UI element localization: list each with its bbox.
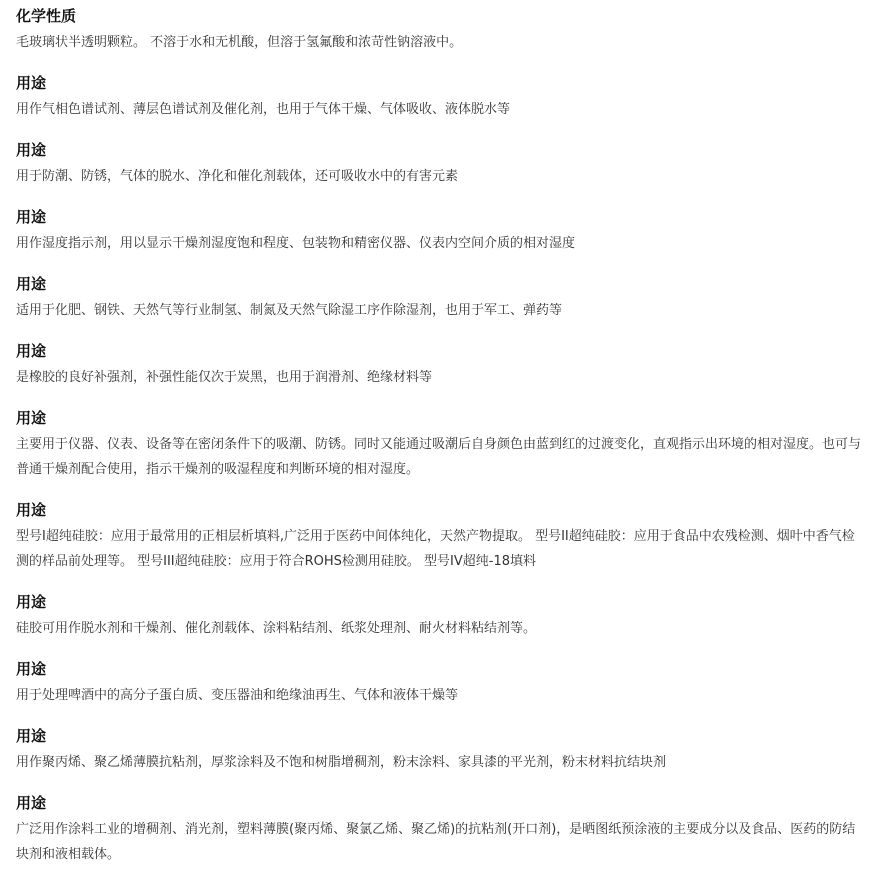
section-body: 用于防潮、防锈，气体的脱水、净化和催化剂载体，还可吸收水中的有害元素 [16, 169, 459, 184]
section-title: 用途 [16, 342, 47, 360]
section-body: 硅胶可用作脱水剂和干燥剂、催化剂载体、涂料粘结剂、纸浆处理剂、耐火材料粘结剂等。 [16, 621, 537, 636]
usage-section [16, 500, 864, 574]
section-title: 用途 [16, 660, 47, 678]
usage-section [16, 341, 864, 390]
section-title: 用途 [16, 501, 47, 519]
usage-section [16, 659, 864, 708]
usage-section [16, 207, 864, 256]
section-title: 用途 [16, 409, 47, 427]
section-title: 用途 [16, 74, 47, 92]
chemical-properties-section [16, 6, 864, 55]
section-body: 广泛用作涂料工业的增稠剂、消光剂，塑料薄膜(聚丙烯、聚氯乙烯、聚乙烯)的抗粘剂(开口剂)，是晒图纸预涂液的主要成分以及食品、医药的防结块剂和液相载体。 [16, 822, 856, 862]
section-body: 用作湿度指示剂，用以显示干燥剂湿度饱和程度、包装物和精密仪器、仪表内空间介质的相对湿度 [16, 236, 576, 251]
section-body: 是橡胶的良好补强剂，补强性能仅次于炭黑，也用于润滑剂、绝缘材料等 [16, 370, 433, 385]
section-body: 型号I超纯硅胶：应用于最常用的正相层析填料,广泛用于医药中间体纯化，天然产物提取。 型号II超纯硅胶：应用于食品中农残检测、烟叶中香气检测的样品前处理等。 型号III超纯硅胶：应用于符合ROHS检测用硅胶。 型号IV超纯-18填料 [16, 529, 855, 569]
usage-section [16, 140, 864, 189]
usage-section [16, 726, 864, 775]
section-title: 用途 [16, 141, 47, 159]
usage-section [16, 793, 864, 867]
usage-section [16, 592, 864, 641]
section-body: 用作气相色谱试剂、薄层色谱试剂及催化剂，也用于气体干燥、气体吸收、液体脱水等 [16, 102, 511, 117]
section-title: 用途 [16, 208, 47, 226]
section-title: 用途 [16, 727, 47, 745]
usage-section [16, 274, 864, 323]
section-body: 用于处理啤酒中的高分子蛋白质、变压器油和绝缘油再生、气体和液体干燥等 [16, 688, 459, 703]
usage-section [16, 408, 864, 482]
section-body: 主要用于仪器、仪表、设备等在密闭条件下的吸潮、防锈。同时又能通过吸潮后自身颜色由蓝到红的过渡变化，直观指示出环境的相对湿度。也可与普通干燥剂配合使用，指示干燥剂的吸湿程度和判断环境的相对湿度。 [16, 437, 862, 477]
section-title: 用途 [16, 275, 47, 293]
section-title: 用途 [16, 593, 47, 611]
section-body: 毛玻璃状半透明颗粒。 不溶于水和无机酸，但溶于氢氟酸和浓苛性钠溶液中。 [16, 35, 463, 50]
usage-section [16, 73, 864, 122]
section-body: 适用于化肥、钢铁、天然气等行业制氢、制氮及天然气除湿工序作除湿剂，也用于军工、弹药等 [16, 303, 563, 318]
section-body: 用作聚丙烯、聚乙烯薄膜抗粘剂，厚浆涂料及不饱和树脂增稠剂，粉末涂料、家具漆的平光剂，粉末材料抗结块剂 [16, 755, 667, 770]
section-title: 化学性质 [16, 7, 77, 25]
section-title: 用途 [16, 794, 47, 812]
